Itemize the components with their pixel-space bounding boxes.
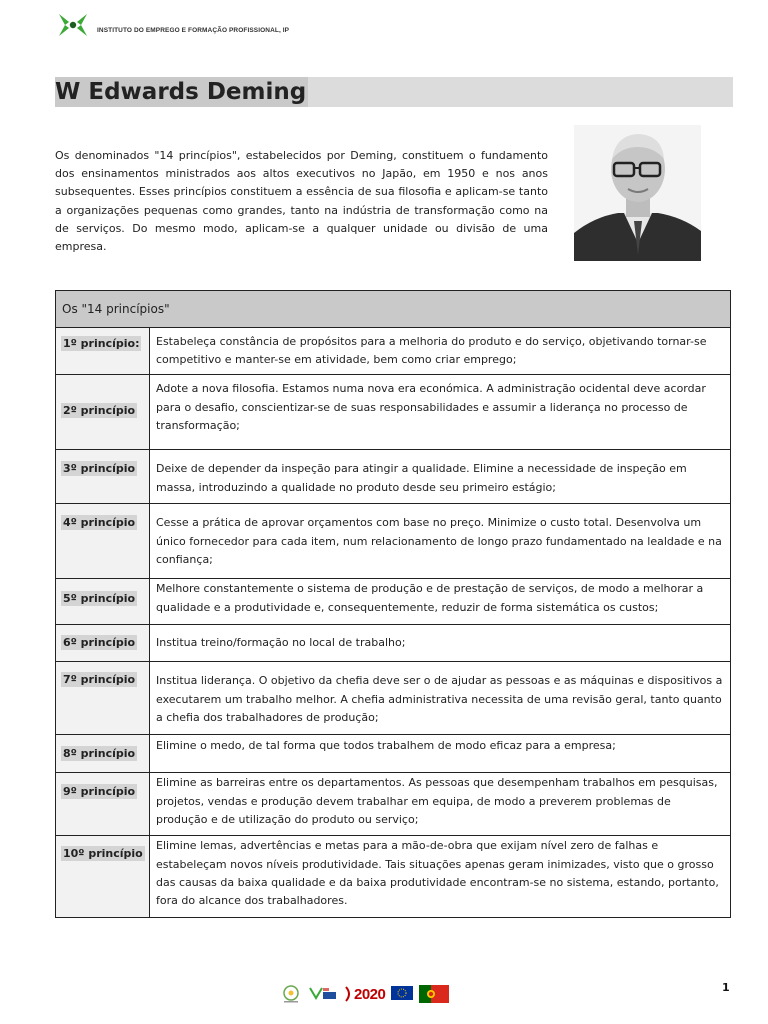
portrait-image — [574, 125, 701, 261]
row-label-cell — [56, 625, 150, 662]
row-label-cell — [56, 375, 150, 450]
principles-table — [55, 290, 731, 918]
header — [55, 12, 289, 38]
row-label: 10º princípio — [63, 847, 143, 861]
row-text: Elimine lemas, advertências e metas para a mão-de-obra que exijam nível zero de falhas e estabeleçam novos níveis produtividade. Tais situações apenas geram inimizades, visto que o grosso das causas da baixa qualidade e da baixa produtividade encontram-se no sistema, estando, portanto, fora do alcance dos trabalhadores. — [150, 836, 731, 918]
table-header: Os "14 princípios" — [56, 291, 731, 328]
row-text: Adote a nova filosofia. Estamos numa nova era económica. A administração ocidental deve acordar para o desafio, conscientizar-se de suas responsabilidades e assumir a liderança no processo de transformação; — [150, 375, 731, 450]
portrait-icon — [574, 125, 701, 261]
row-label-cell — [56, 662, 150, 735]
row-label: 4º princípio — [63, 516, 136, 530]
title-bar — [55, 77, 733, 107]
row-text: Deixe de depender da inspeção para atingir a qualidade. Elimine a necessidade de inspeção em massa, introduzindo a qualidade no produto desde seu primeiro estágio; — [150, 450, 731, 504]
portugal-flag-icon — [419, 985, 449, 1003]
row-label: 5º princípio — [63, 592, 136, 606]
row-label: 6º princípio — [63, 636, 136, 650]
row-label-cell — [56, 735, 150, 773]
row-text: Melhore constantemente o sistema de produção e de prestação de serviços, de modo a melhorar a qualidade e a produtividade e, consequentemente, reduzir de forma sistemática os custos; — [150, 579, 731, 625]
table-row — [56, 450, 731, 504]
table-row — [56, 773, 731, 836]
portugal-2020-mark-icon — [344, 985, 352, 1003]
row-label-cell — [56, 579, 150, 625]
row-label: 2º princípio — [63, 404, 136, 418]
table-header-row — [56, 291, 731, 328]
institution-name: INSTITUTO DO EMPREGO E FORMAÇÃO PROFISSIONAL, IP — [97, 26, 290, 34]
row-label-cell — [56, 504, 150, 579]
row-text: Estabeleça constância de propósitos para a melhoria do produto e do serviço, objetivando tornar-se competitivo e manter-se em atividade, bem como criar emprego; — [150, 328, 731, 375]
table-row — [56, 504, 731, 579]
row-text: Institua treino/formação no local de trabalho; — [150, 625, 731, 662]
page-title: W Edwards Deming — [55, 79, 307, 105]
row-text: Cesse a prática de aprovar orçamentos com base no preço. Minimize o custo total. Desenvolva um único fornecedor para cada item, num relacionamento de longo prazo fundamentado na lealdade e na confiança; — [150, 504, 731, 579]
footer-logos — [280, 984, 449, 1004]
row-label-cell — [56, 450, 150, 504]
portugal-2020-text: 2020 — [354, 985, 386, 1003]
intro-paragraph: Os denominados "14 princípios", estabelecidos por Deming, constituem o fundamento dos ensinamentos ministrados aos altos executivos no Japão, em 1950 e nos anos subsequentes. Esses princípios constituem a essência de sua filosofia e aplicam-se tanto a organizações pequenas como grandes, tanto na indústria de transformação como na de serviços. Do mesmo modo, aplicam-se a qualquer unidade ou divisão de uma empresa. — [55, 149, 548, 254]
row-label: 3º princípio — [63, 462, 136, 476]
row-label-cell — [56, 328, 150, 375]
row-label: 9º princípio — [63, 785, 136, 799]
table-row — [56, 662, 731, 735]
table-row — [56, 375, 731, 450]
iefp-logo-icon — [55, 12, 91, 38]
page-number: 1 — [722, 981, 730, 994]
row-label: 8º princípio — [63, 747, 136, 761]
row-label: 7º princípio — [63, 673, 136, 687]
row-label: 1º princípio: — [63, 337, 140, 350]
table-row — [56, 328, 731, 375]
garantia-jovem-logo-icon — [280, 984, 302, 1004]
table-row — [56, 836, 731, 918]
table-row — [56, 579, 731, 625]
row-label-cell — [56, 773, 150, 836]
table-row — [56, 625, 731, 662]
row-text: Elimine o medo, de tal forma que todos trabalhem de modo eficaz para a empresa; — [150, 735, 731, 773]
table-row — [56, 735, 731, 773]
poise-logo-icon — [308, 984, 338, 1004]
portugal-2020-logo — [344, 985, 385, 1003]
row-text: Elimine as barreiras entre os departamentos. As pessoas que desempenham trabalhos em pesquisas, projetos, vendas e produção devem trabalhar em equipa, de modo a preverem problemas de produção e de utilização do produto ou serviço; — [150, 773, 731, 836]
row-text: Institua liderança. O objetivo da chefia deve ser o de ajudar as pessoas e as máquinas e dispositivos a executarem um trabalho melhor. A chefia administrativa necessita de uma revisão geral, tanto quanto a chefia dos trabalhadores de produção; — [150, 662, 731, 735]
row-label-cell — [56, 836, 150, 918]
eu-flag-icon — [391, 986, 413, 1002]
